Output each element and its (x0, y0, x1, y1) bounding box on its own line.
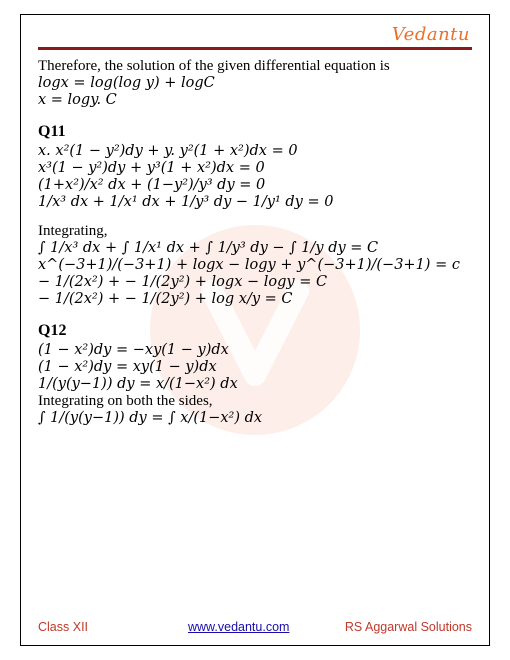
equation-line: (1+x²)/x² dx + (1−y²)/y³ dy = 0 (38, 177, 266, 193)
equation-line: x^(−3+1)/(−3+1) + logx − logy + y^(−3+1)/(−3+1) = c (38, 257, 460, 273)
solution-body (38, 58, 468, 427)
equation-line: x = logy. C (38, 92, 117, 108)
equation-line: x. x²(1 − y²)dy + y. y²(1 + x²)dx = 0 (38, 143, 298, 159)
equation-line: (1 − x²)dy = −xy(1 − y)dx (38, 342, 229, 358)
footer-class-label: Class XII (38, 620, 89, 634)
question-heading: Q11 (38, 123, 66, 140)
spacer (38, 211, 468, 223)
text-line: Therefore, the solution of the given differential equation is (38, 58, 390, 74)
brand-logo: Vedantu (391, 24, 470, 45)
footer-website-link[interactable]: www.vedantu.com (188, 620, 290, 634)
text-line: Integrating on both the sides, (38, 393, 213, 409)
equation-line: − 1/(2x²) + − 1/(2y²) + logx − logy = C (38, 274, 328, 290)
question-heading: Q12 (38, 322, 67, 339)
page-footer (38, 620, 472, 636)
equation-line: ∫ 1/(y(y−1)) dy = ∫ x/(1−x²) dx (38, 410, 263, 426)
equation-line: 1/x³ dx + 1/x¹ dx + 1/y³ dy − 1/y¹ dy = 0 (38, 194, 334, 210)
equation-line: 1/(y(y−1)) dy = x/(1−x²) dx (38, 376, 238, 392)
equation-line: logx = log(log y) + logC (38, 75, 215, 91)
header-rule (38, 47, 472, 50)
equation-line: x³(1 − y²)dy + y³(1 + x²)dx = 0 (38, 160, 265, 176)
footer-book-title: RS Aggarwal Solutions (344, 620, 472, 634)
equation-line: ∫ 1/x³ dx + ∫ 1/x¹ dx + ∫ 1/y³ dy − ∫ 1/y dy = C (38, 240, 379, 256)
text-line: Integrating, (38, 223, 108, 239)
equation-line: − 1/(2x²) + − 1/(2y²) + log x/y = C (38, 291, 293, 307)
equation-line: (1 − x²)dy = xy(1 − y)dx (38, 359, 217, 375)
